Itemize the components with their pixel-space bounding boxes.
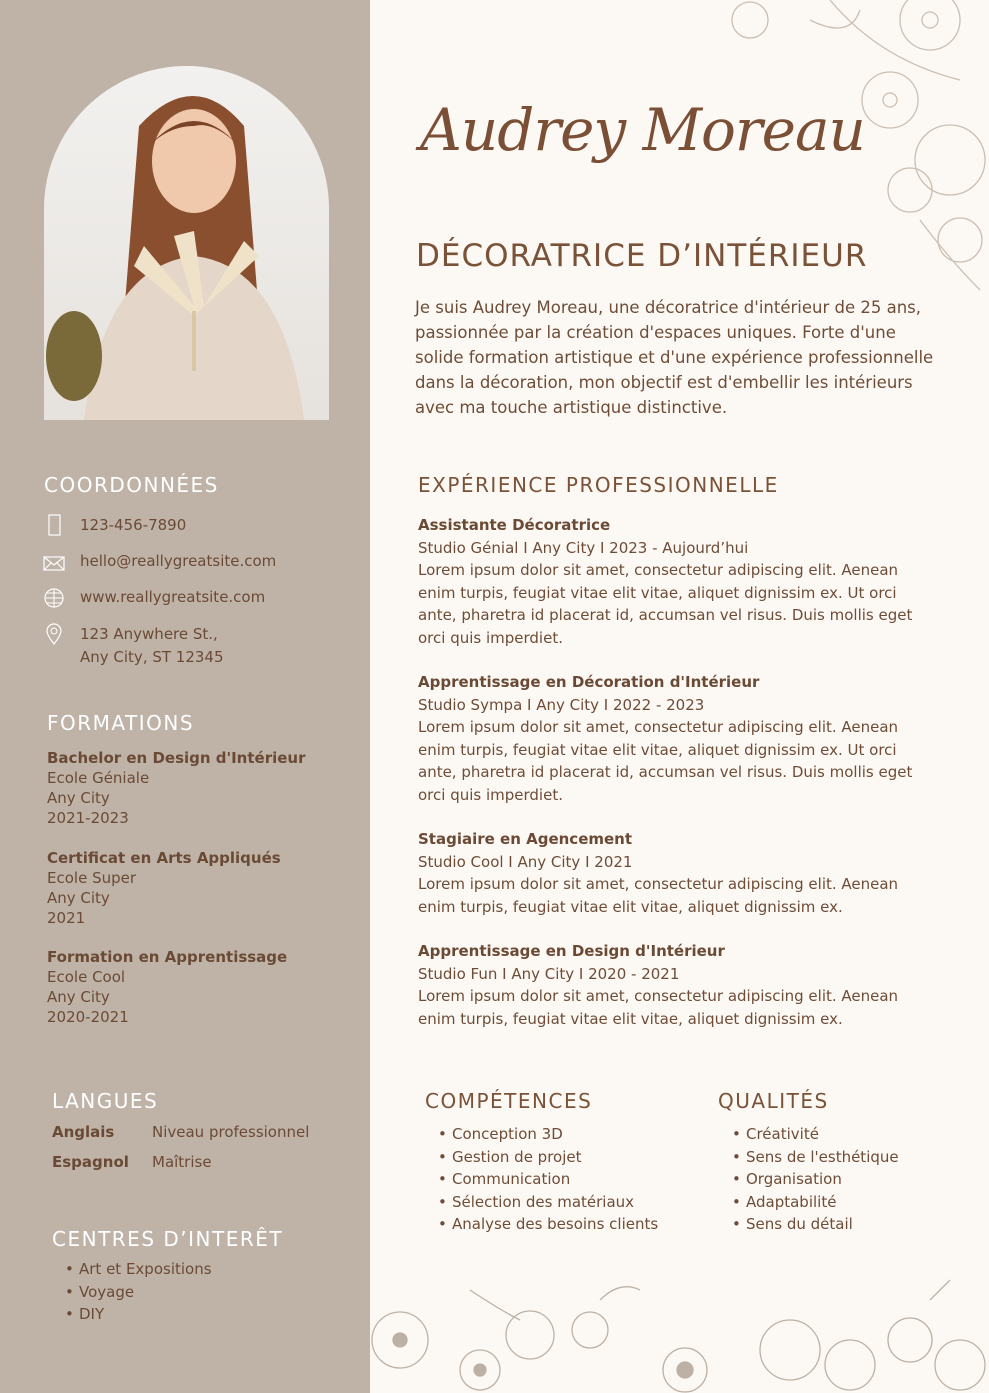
years: 2020-2021	[47, 1008, 129, 1026]
job-description: Lorem ipsum dolor sit amet, consectetur adipiscing elit. Aenean enim turpis, feugiat vitae elit vitae, aliquet dignissim ex. Ut orci ante, pharetra id placerat id, accumsan vel risus. Duis mollis eget orci quis imperdiet.	[418, 718, 913, 804]
skill-item: • Communication	[436, 1168, 658, 1191]
full-name: Audrey Moreau	[420, 96, 865, 164]
years: 2021	[47, 909, 86, 927]
skill-item: • Gestion de projet	[436, 1146, 658, 1169]
contact-email[interactable]: hello@reallygreatsite.com	[80, 552, 277, 570]
experience-item	[418, 940, 938, 1030]
experience-item	[418, 671, 938, 806]
school: Ecole Super	[47, 869, 137, 887]
degree: Certificat en Arts Appliqués	[47, 849, 281, 867]
education-item	[47, 947, 287, 1027]
school: Ecole Cool	[47, 968, 126, 986]
job-meta: Studio Fun I Any City I 2020 - 2021	[418, 964, 680, 983]
profile-photo	[44, 66, 329, 420]
address-line-2: Any City, ST 12345	[80, 648, 224, 666]
education-heading: FORMATIONS	[47, 711, 195, 735]
qualities-list	[730, 1123, 899, 1236]
location-pin-icon	[43, 623, 65, 645]
experience-heading: EXPÉRIENCE PROFESSIONNELLE	[418, 473, 779, 497]
interests-list	[63, 1258, 212, 1326]
education-item	[47, 848, 281, 928]
contact-address	[80, 623, 224, 669]
interest-item: • DIY	[63, 1303, 212, 1326]
education-item	[47, 748, 306, 828]
floral-decoration-bottom-icon	[370, 1270, 989, 1393]
job-role: Stagiaire en Agencement	[418, 830, 633, 848]
years: 2021-2023	[47, 809, 129, 827]
address-line-1: 123 Anywhere St.,	[80, 625, 218, 643]
city: Any City	[47, 789, 110, 807]
job-meta: Studio Génial I Any City I 2023 - Aujourd’hui	[418, 538, 749, 557]
languages-heading: LANGUES	[52, 1089, 159, 1113]
degree: Formation en Apprentissage	[47, 948, 288, 966]
job-role: Assistante Décoratrice	[418, 516, 611, 534]
skill-item: • Conception 3D	[436, 1123, 658, 1146]
job-title: DÉCORATRICE D’INTÉRIEUR	[416, 238, 868, 274]
job-role: Apprentissage en Décoration d'Intérieur	[418, 673, 760, 691]
profile-summary: Je suis Audrey Moreau, une décoratrice d'intérieur de 25 ans, passionnée par la création d'espaces uniques. Forte d'une solide formation artistique et d'une expérience professionnelle dans la décoration, mon objectif est d'embellir les intérieurs avec ma touche artistique distinctive.	[415, 298, 934, 417]
job-description: Lorem ipsum dolor sit amet, consectetur adipiscing elit. Aenean enim turpis, feugiat vitae elit vitae, aliquet dignissim ex.	[418, 875, 899, 916]
language-level: Niveau professionnel	[152, 1123, 310, 1141]
job-meta: Studio Cool I Any City I 2021	[418, 852, 633, 871]
phone-icon	[44, 514, 66, 536]
quality-item: • Adaptabilité	[730, 1191, 899, 1214]
experience-item	[418, 514, 938, 649]
interest-item: • Art et Expositions	[63, 1258, 212, 1281]
job-description: Lorem ipsum dolor sit amet, consectetur adipiscing elit. Aenean enim turpis, feugiat vitae elit vitae, aliquet dignissim ex.	[418, 987, 899, 1028]
email-icon	[43, 552, 65, 574]
quality-item: • Créativité	[730, 1123, 899, 1146]
contact-phone: 123-456-7890	[80, 516, 187, 534]
experience-item	[418, 828, 938, 918]
quality-item: • Organisation	[730, 1168, 899, 1191]
city: Any City	[47, 988, 110, 1006]
skills-list	[436, 1123, 658, 1236]
interests-heading: CENTRES D’INTERÊT	[52, 1227, 284, 1251]
skill-item: • Sélection des matériaux	[436, 1191, 658, 1214]
degree: Bachelor en Design d'Intérieur	[47, 749, 306, 767]
job-meta: Studio Sympa I Any City I 2022 - 2023	[418, 695, 705, 714]
interest-item: • Voyage	[63, 1281, 212, 1304]
contact-website[interactable]: www.reallygreatsite.com	[80, 588, 266, 606]
qualities-heading: QUALITÉS	[718, 1089, 829, 1113]
language-name: Espagnol	[52, 1153, 129, 1171]
job-role: Apprentissage en Design d'Intérieur	[418, 942, 725, 960]
city: Any City	[47, 889, 110, 907]
globe-icon	[43, 587, 65, 609]
quality-item: • Sens de l'esthétique	[730, 1146, 899, 1169]
skills-heading: COMPÉTENCES	[425, 1089, 593, 1113]
job-description: Lorem ipsum dolor sit amet, consectetur adipiscing elit. Aenean enim turpis, feugiat vitae elit vitae, aliquet dignissim ex. Ut orci ante, pharetra id placerat id, accumsan vel risus. Duis mollis eget orci quis imperdiet.	[418, 561, 913, 647]
language-level: Maîtrise	[152, 1153, 212, 1171]
language-name: Anglais	[52, 1123, 115, 1141]
quality-item: • Sens du détail	[730, 1213, 899, 1236]
skill-item: • Analyse des besoins clients	[436, 1213, 658, 1236]
school: Ecole Géniale	[47, 769, 150, 787]
contact-heading: COORDONNÉES	[44, 473, 219, 497]
